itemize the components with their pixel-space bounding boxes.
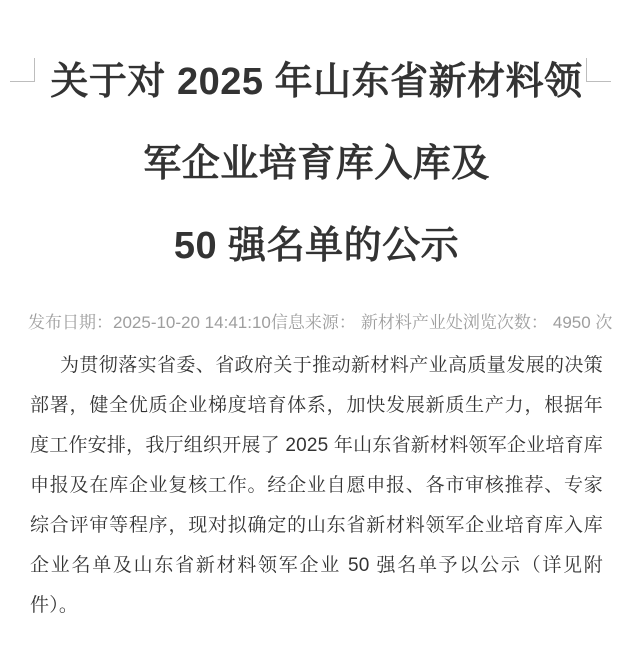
page-title: [20, 41, 613, 287]
document-page: [0, 41, 633, 661]
views-value: 4950 次: [552, 313, 613, 332]
page-title-line-1: 关于对 2025 年山东省新材料领: [50, 61, 583, 103]
page-title-line-2: 军企业培育库入库及: [143, 143, 490, 185]
meta-bar: [28, 313, 613, 333]
publish-date-label: 发布日期：: [28, 313, 113, 332]
page-title-line-3: 50 强名单的公示: [173, 225, 460, 267]
crop-mark-top-right: [586, 58, 611, 82]
article-paragraph: 为贯彻落实省委、省政府关于推动新材料产业高质量发展的决策部署，健全优质企业梯度培育体系，加快发展新质生产力，根据年度工作安排，我厅组织开展了 2025 年山东省新材料领军企业培育库申报及在库企业复核工作。经企业自愿申报、各市审核推荐、专家综合评审等程序，现对拟确定的山东省新材料领军企业培育库入库企业名单及山东省新材料领军企业 50 强名单予以公示（详见附件）。: [30, 355, 603, 616]
publish-date-value: 2025-10-20 14:41:10: [113, 313, 271, 332]
views-label: 浏览次数：: [462, 313, 548, 332]
source-label: 信息来源：: [270, 313, 356, 332]
crop-mark-top-left: [10, 58, 35, 82]
source-value: 新材料产业处: [360, 313, 463, 332]
